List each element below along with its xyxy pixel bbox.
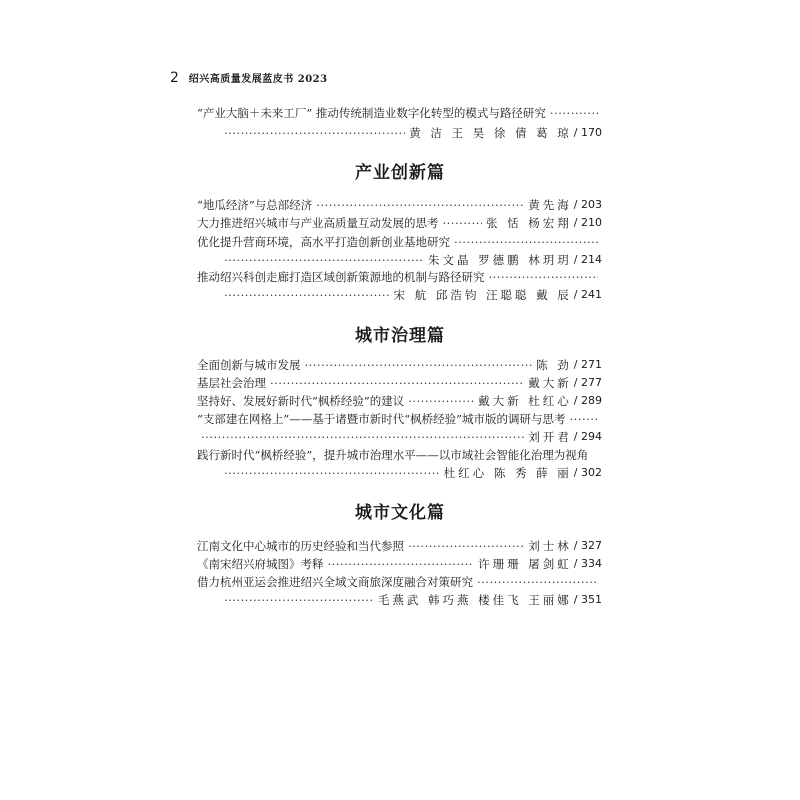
leader-dots <box>477 573 598 591</box>
toc-entry-authors: 宋 航 邱浩钧 汪聪聪 戴 辰 <box>393 288 572 302</box>
leader-dots <box>270 374 524 392</box>
book-title: 绍兴高质量发展蓝皮书 2023 <box>188 74 328 85</box>
toc-entry-title: 优化提升营商环境，高水平打造创新创业基地研究 <box>197 235 450 249</box>
toc-entry <box>197 356 602 374</box>
toc-entry-authors: 陈 劲 <box>536 358 572 372</box>
section-title: 城市文化篇 <box>355 503 445 523</box>
toc-entry-authors: 黄 洁 王 昊 徐 倩 葛 琼 <box>409 126 572 140</box>
toc-entry-authors: 朱文晶 罗德鹏 林玥玥 <box>427 253 572 267</box>
toc-entry-page: / 327 <box>573 539 602 552</box>
toc-entry-title: 全面创新与城市发展 <box>197 358 301 372</box>
toc-entry-page: / 271 <box>573 358 602 371</box>
toc-entry-title: “地瓜经济”与总部经济 <box>197 198 313 212</box>
section-title: 产业创新篇 <box>355 163 445 183</box>
leader-dots <box>408 392 474 410</box>
toc-entry-authors: 戴大新 <box>528 376 572 390</box>
leader-dots <box>408 537 524 555</box>
toc-entry-page: / 170 <box>573 126 602 139</box>
toc-entry-page: / 294 <box>573 430 602 443</box>
leader-dots <box>443 214 482 232</box>
toc-entry-page: / 214 <box>573 253 602 266</box>
toc-entry-author-line <box>220 124 602 142</box>
toc-entry-authors: 毛燕武 韩巧燕 楼佳飞 王丽娜 <box>377 593 572 607</box>
toc-entry-authors: 黄先海 <box>528 198 572 212</box>
toc-entry-title: 大力推进绍兴城市与产业高质量互动发展的思考 <box>197 216 439 230</box>
toc-entry-title: 践行新时代“枫桥经验”，提升城市治理水平——以市域社会智能化治理为视角 <box>197 448 589 462</box>
running-head <box>170 70 328 86</box>
toc-entry-title: 借力杭州亚运会推进绍兴全域文商旅深度融合对策研究 <box>197 575 473 589</box>
toc-entry <box>197 537 602 555</box>
leader-dots <box>224 124 405 142</box>
leader-dots <box>224 251 424 269</box>
leader-dots <box>201 428 524 446</box>
toc-entry-author-line <box>220 286 602 304</box>
leader-dots <box>305 356 533 374</box>
section-title: 城市治理篇 <box>355 326 445 346</box>
toc-entry-authors: 戴大新 杜红心 <box>478 394 572 408</box>
leader-dots <box>316 196 524 214</box>
toc-entry <box>197 392 602 410</box>
toc-entry-title: “产业大脑＋未来工厂” 推动传统制造业数字化转型的模式与路径研究 <box>197 106 546 120</box>
toc-entry <box>197 196 602 214</box>
leader-dots <box>224 286 390 304</box>
toc-entry <box>197 374 602 392</box>
toc-entry-page: / 289 <box>573 394 602 407</box>
toc-entry-title: 《南宋绍兴府城图》考释 <box>197 557 324 571</box>
leader-dots <box>328 555 475 573</box>
toc-entry-title: 基层社会治理 <box>197 376 266 390</box>
leader-dots <box>454 233 598 251</box>
toc-entry-title-line <box>197 573 602 591</box>
toc-entry-author-line <box>220 464 602 482</box>
toc-entry-title-line <box>197 104 602 122</box>
toc-entry-title: 江南文化中心城市的历史经验和当代参照 <box>197 539 404 553</box>
toc-entry-title: “支部建在网格上”——基于诸暨市新时代“枫桥经验”城市版的调研与思考 <box>197 412 566 426</box>
toc-entry-title-line <box>197 410 602 428</box>
toc-entry-author-line <box>220 251 602 269</box>
leader-dots <box>570 410 598 428</box>
toc-entry-page: / 210 <box>573 216 602 229</box>
toc-entry-author-line <box>197 428 602 446</box>
leader-dots <box>489 268 599 286</box>
toc-entry <box>197 555 602 573</box>
toc-entry-title: 推动绍兴科创走廊打造区域创新策源地的机制与路径研究 <box>197 270 485 284</box>
toc-entry-title-line <box>197 446 602 464</box>
toc-entry-page: / 241 <box>573 288 602 301</box>
toc-entry <box>197 214 602 232</box>
toc-entry-authors: 许珊珊 屠剑虹 <box>478 557 572 571</box>
toc-entry-page: / 302 <box>573 466 602 479</box>
leader-dots <box>224 591 374 609</box>
toc-entry-title-line <box>197 268 602 286</box>
toc-entry-page: / 277 <box>573 376 602 389</box>
toc-entry-authors: 刘士林 <box>528 539 572 553</box>
toc-entry-authors: 刘开君 <box>528 430 572 444</box>
toc-entry-page: / 203 <box>573 198 602 211</box>
toc-entry-page: / 334 <box>573 557 602 570</box>
page-number: 2 <box>170 70 179 86</box>
leader-dots <box>550 104 598 122</box>
toc-entry-page: / 351 <box>573 593 602 606</box>
toc-entry-authors: 杜红心 陈 秀 薛 丽 <box>443 466 572 480</box>
leader-dots <box>224 464 440 482</box>
toc-entry-title-line <box>197 233 602 251</box>
toc-entry-title: 坚持好、发展好新时代“枫桥经验”的建议 <box>197 394 405 408</box>
toc-entry-author-line <box>220 591 602 609</box>
toc-entry-authors: 张 恬 杨宏翔 <box>485 216 572 230</box>
